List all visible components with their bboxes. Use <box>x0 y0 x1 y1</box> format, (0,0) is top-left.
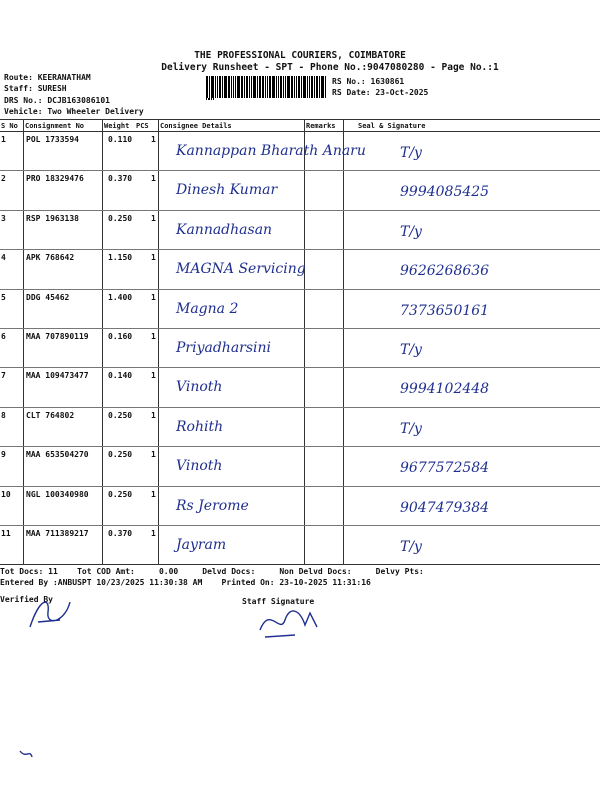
col-consignment: Consignment No <box>25 122 85 130</box>
row-pcs: 1 <box>151 410 156 420</box>
col-divider <box>102 119 103 564</box>
route-text: Route: KEERANATHAM <box>4 73 91 82</box>
row-consignment: MAA 653504270 <box>26 450 89 460</box>
row-seal-signature: 7373650161 <box>400 302 490 319</box>
row-sno: 1 <box>1 135 6 144</box>
row-pcs: 1 <box>151 174 156 184</box>
verified-by-label: Verified By <box>0 595 53 604</box>
row-seal-signature: T/y <box>400 145 422 161</box>
col-seal: Seal & Signature <box>358 122 426 130</box>
rs-date: RS Date: 23-Oct-2025 <box>332 88 429 97</box>
row-weight: 0.110 <box>108 135 133 144</box>
col-remarks: Remarks <box>306 122 336 130</box>
row-divider <box>0 525 600 526</box>
row-consignee: Jayram <box>176 537 227 553</box>
col-pcs: PCS <box>136 122 149 130</box>
barcode <box>206 76 328 100</box>
row-sno: 7 <box>1 371 6 381</box>
row-sno: 11 <box>1 529 11 538</box>
row-consignment: APK 768642 <box>26 253 75 263</box>
table-top-line <box>0 119 600 120</box>
col-divider <box>23 119 24 564</box>
drs-number: DRS No.: DCJB163086101 <box>4 96 110 105</box>
row-seal-signature: 9047479384 <box>400 499 490 516</box>
row-seal-signature: T/y <box>400 420 422 437</box>
footer-line <box>0 564 600 565</box>
row-consignment: MAA 109473477 <box>26 371 89 381</box>
entered-by-line: Entered By :ANBUSPT 10/23/2025 11:30:38 AM Printed On: 23-10-2025 11:31:16 <box>0 578 371 587</box>
row-sno: 8 <box>1 410 6 420</box>
row-consignment: MAA 711389217 <box>26 529 89 538</box>
col-divider <box>343 119 344 564</box>
staff-text: Staff: SURESH <box>4 84 67 93</box>
row-consignment: CLT 764802 <box>26 410 75 420</box>
row-sno: 10 <box>1 489 11 499</box>
row-seal-signature: T/y <box>400 539 422 555</box>
row-seal-signature: 9994102448 <box>400 381 490 398</box>
row-pcs: 1 <box>151 213 156 223</box>
col-sno: S No <box>1 122 18 130</box>
table-header-line <box>0 131 600 132</box>
row-weight: 1.400 <box>108 292 133 302</box>
totals-line: Tot Docs: 11 Tot COD Amt: 0.00 Delvd Docs: Non Delvd Docs: Delvy Pts: <box>0 567 424 576</box>
company-title: THE PROFESSIONAL COURIERS, COIMBATORE <box>194 50 406 61</box>
runsheet-subtitle: Delivery Runsheet - SPT - Phone No.:9047080280 - Page No.:1 <box>161 62 499 73</box>
vehicle-text: Vehicle: Two Wheeler Delivery <box>4 107 144 116</box>
row-consignee: Rohith <box>176 418 224 435</box>
row-consignment: RSP 1963138 <box>26 213 79 223</box>
row-consignee: MAGNA Servicing <box>176 261 306 278</box>
rs-number: RS No.: 1630861 <box>332 77 405 86</box>
col-weight: Weight <box>104 122 130 130</box>
row-sno: 4 <box>1 253 6 263</box>
row-weight: 0.250 <box>108 410 133 420</box>
row-weight: 0.370 <box>108 174 133 184</box>
row-divider <box>0 486 600 487</box>
row-pcs: 1 <box>151 292 156 302</box>
row-consignment: DDG 45462 <box>26 292 70 302</box>
row-consignee: Kannadhasan <box>176 221 273 238</box>
row-divider <box>0 328 600 329</box>
row-pcs: 1 <box>151 253 156 263</box>
row-weight: 0.140 <box>108 371 133 381</box>
row-sno: 6 <box>1 332 6 341</box>
ink-mark <box>16 745 36 765</box>
row-divider <box>0 446 600 447</box>
col-divider <box>158 119 159 564</box>
row-consignee: Kannappan Bharath Anaru <box>176 143 366 159</box>
row-pcs: 1 <box>151 371 156 381</box>
row-weight: 0.370 <box>108 529 133 538</box>
row-consignment: POL 1733594 <box>26 135 79 144</box>
row-pcs: 1 <box>151 489 156 499</box>
verified-signature <box>20 592 80 632</box>
staff-signature <box>255 605 325 645</box>
row-seal-signature: T/y <box>400 342 422 358</box>
col-consignee: Consignee Details <box>160 122 232 130</box>
row-divider <box>0 210 600 211</box>
row-consignee: Vinoth <box>176 458 223 475</box>
row-seal-signature: T/y <box>400 223 422 240</box>
row-consignment: PRO 18329476 <box>26 174 84 184</box>
row-pcs: 1 <box>151 450 156 460</box>
row-consignee: Rs Jerome <box>176 497 249 514</box>
row-divider <box>0 249 600 250</box>
row-weight: 1.150 <box>108 253 133 263</box>
row-consignee: Priyadharsini <box>176 340 272 356</box>
row-sno: 9 <box>1 450 6 460</box>
row-divider <box>0 170 600 171</box>
staff-signature-label: Staff Signature <box>242 597 315 606</box>
row-sno: 3 <box>1 213 6 223</box>
row-sno: 2 <box>1 174 6 184</box>
row-weight: 0.250 <box>108 213 133 223</box>
row-sno: 5 <box>1 292 6 302</box>
row-pcs: 1 <box>151 529 156 538</box>
row-weight: 0.160 <box>108 332 133 341</box>
row-consignee: Magna 2 <box>176 300 239 317</box>
row-consignee: Vinoth <box>176 379 223 396</box>
row-consignment: MAA 707890119 <box>26 332 89 341</box>
row-weight: 0.250 <box>108 489 133 499</box>
row-consignee: Dinesh Kumar <box>176 182 278 199</box>
row-seal-signature: 9626268636 <box>400 263 490 280</box>
col-divider <box>304 119 305 564</box>
row-divider <box>0 289 600 290</box>
row-seal-signature: 9677572584 <box>400 460 490 477</box>
row-divider <box>0 367 600 368</box>
row-weight: 0.250 <box>108 450 133 460</box>
row-divider <box>0 407 600 408</box>
row-pcs: 1 <box>151 332 156 341</box>
row-pcs: 1 <box>151 135 156 144</box>
row-seal-signature: 9994085425 <box>400 184 490 201</box>
row-consignment: NGL 100340980 <box>26 489 89 499</box>
